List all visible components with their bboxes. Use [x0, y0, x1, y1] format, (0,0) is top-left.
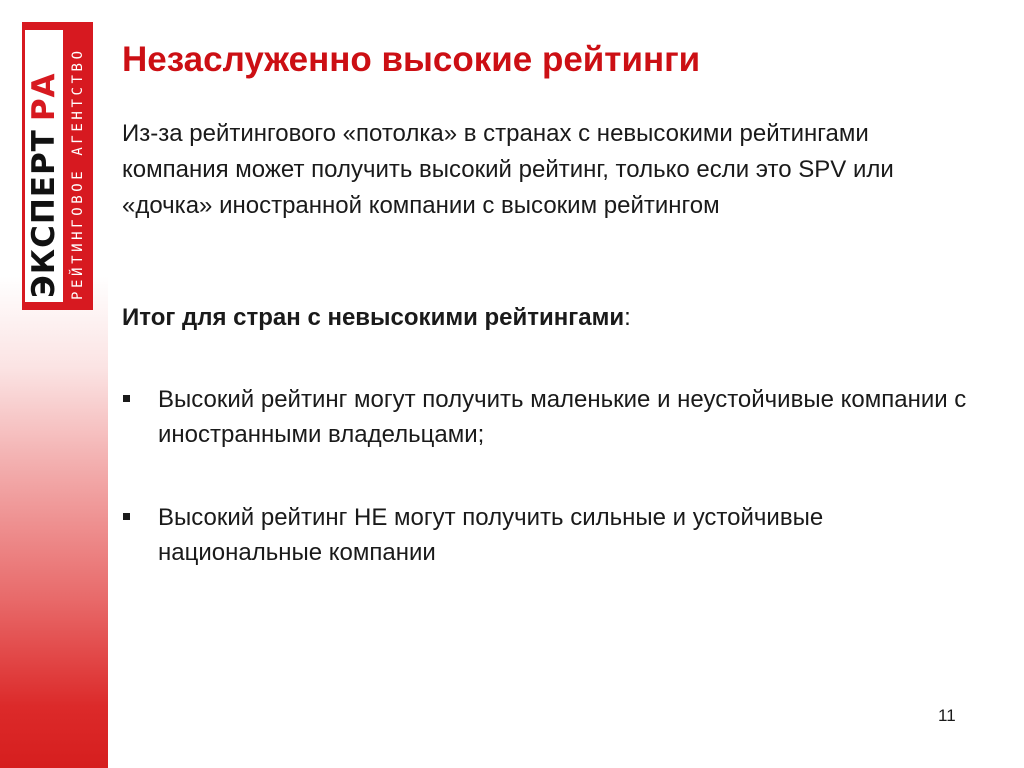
- bullet-item: [122, 382, 982, 452]
- logo-main-text: ЭКСПЕРТ: [26, 129, 62, 298]
- square-bullet-icon: [123, 395, 130, 402]
- page-number: 11: [938, 706, 956, 725]
- bullet-text: Высокий рейтинг НЕ могут получить сильные и устойчивые национальные компании: [158, 504, 824, 566]
- summary-heading: [122, 300, 631, 336]
- logo-wordmark: [25, 30, 63, 302]
- logo-subtitle: РЕЙТИНГОВОЕ АГЕНТСТВО: [70, 47, 86, 300]
- logo-accent-text: РА: [26, 72, 62, 122]
- bullet-text: Высокий рейтинг могут получить маленькие и неустойчивые компании с иностранными владельцами;: [158, 386, 967, 448]
- sidebar-gradient: [0, 0, 108, 768]
- summary-colon: :: [624, 304, 631, 331]
- summary-label: Итог для стран с невысокими рейтингами: [122, 304, 625, 331]
- bullet-item: [122, 500, 982, 570]
- logo-rotated-content: [22, 22, 93, 310]
- square-bullet-icon: [123, 513, 130, 520]
- slide-title: Незаслуженно высокие рейтинги: [122, 40, 701, 79]
- bullet-list: [122, 382, 982, 618]
- agency-logo: [22, 22, 93, 310]
- intro-paragraph: Из-за рейтингового «потолка» в странах с невысокими рейтингами компания может получить высокий рейтинг, только если это SPV или «дочка» иностранной компании с высоким рейтингом: [122, 120, 894, 219]
